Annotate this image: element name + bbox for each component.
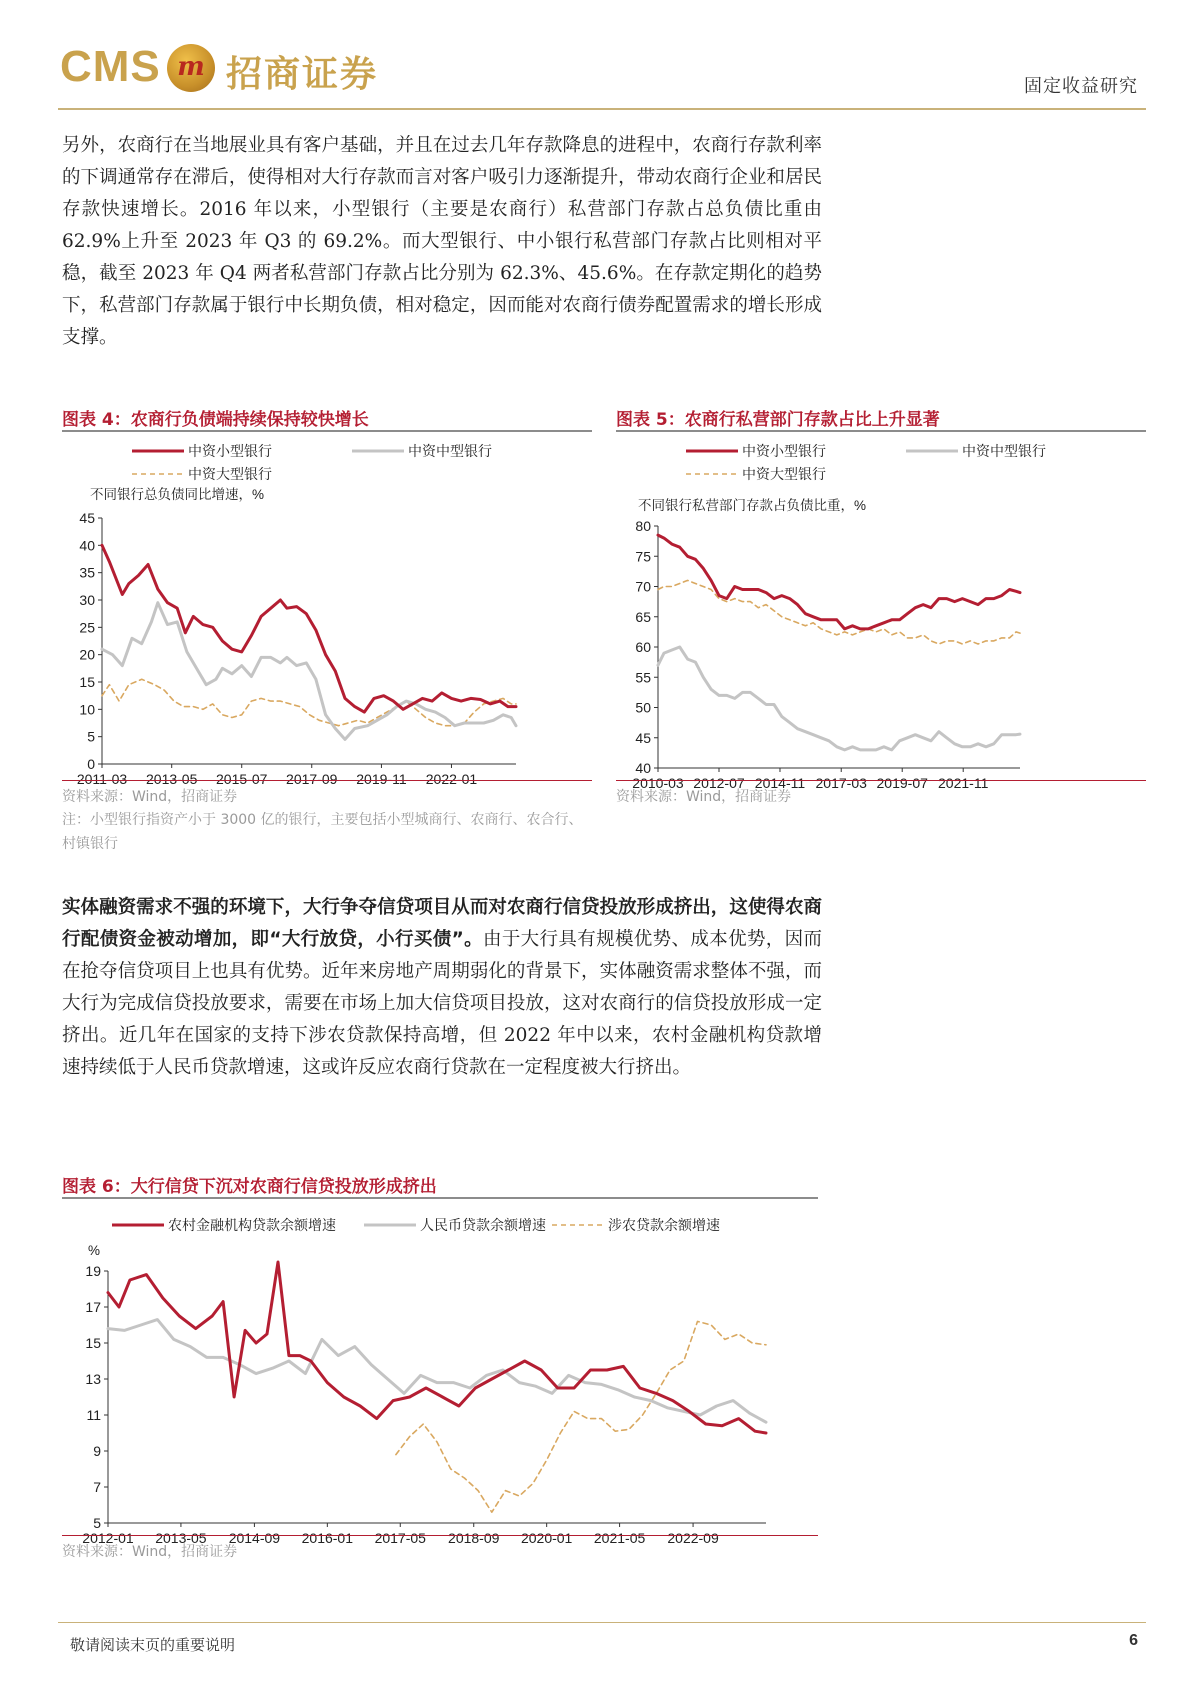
- y-tick-label: 5: [87, 728, 95, 745]
- legend-label-1: 中资小型银行: [742, 443, 826, 459]
- header-rule: [58, 108, 1146, 110]
- figure-4-source: 资料来源：Wind，招商证券: [62, 789, 238, 805]
- y-tick-label: 80: [635, 518, 651, 534]
- legend-label-2: 中资中型银行: [962, 443, 1046, 459]
- figure-5-title-rule: [616, 430, 1146, 432]
- y-tick-label: 45: [635, 729, 651, 746]
- x-tick-label: 2015-07: [216, 771, 268, 787]
- y-tick-label: 75: [635, 548, 651, 565]
- y-tick-label: 70: [635, 578, 651, 595]
- x-tick-label: 2017-05: [374, 1530, 426, 1546]
- y-tick-label: 35: [79, 564, 95, 581]
- x-tick-label: 2011-03: [76, 771, 128, 787]
- logo-cms-text: CMS: [60, 42, 161, 91]
- x-tick-label: 2021-11: [938, 775, 989, 791]
- page-number: 6: [1129, 1632, 1138, 1649]
- x-tick-label: 2018-09: [448, 1530, 500, 1546]
- x-tick-label: 2013-05: [155, 1530, 207, 1546]
- logo-emblem-letter: m: [177, 52, 205, 82]
- y-tick-label: 11: [86, 1407, 101, 1423]
- figure-6-title: 图表 6：大行信贷下沉对农商行信贷投放形成挤出: [62, 1177, 437, 1197]
- x-tick-label: 2014-09: [228, 1530, 281, 1546]
- y-tick-label: 20: [79, 646, 95, 663]
- y-tick-label: 65: [635, 608, 651, 625]
- legend-label-3: 中资大型银行: [188, 466, 272, 482]
- legend-label-1: 农村金融机构贷款余额增速: [168, 1217, 336, 1233]
- y-tick-label: 55: [635, 669, 651, 686]
- figure-5-bottom-rule: [616, 780, 1146, 781]
- y-tick-label: 25: [79, 619, 95, 636]
- y-tick-label: 19: [85, 1263, 101, 1279]
- figure-5-chart: [616, 436, 1146, 791]
- logo-emblem-icon: [167, 44, 215, 92]
- paragraph-2: [62, 892, 822, 1084]
- x-tick-label: 2012-07: [693, 775, 745, 791]
- x-tick-label: 2010-03: [632, 775, 684, 791]
- series-line-2: [108, 1320, 766, 1423]
- series-line-3: [102, 679, 516, 725]
- x-tick-label: 2017-09: [286, 771, 338, 787]
- footer-rule: [58, 1622, 1146, 1623]
- x-tick-label: 2022-09: [667, 1530, 719, 1546]
- legend-label-2: 中资中型银行: [408, 443, 492, 459]
- x-tick-label: 2012-01: [82, 1530, 134, 1546]
- x-tick-label: 2020-01: [520, 1530, 573, 1546]
- y-tick-label: 45: [79, 510, 95, 526]
- y-tick-label: 40: [79, 537, 95, 554]
- y-tick-label: 10: [79, 701, 95, 718]
- figure-4-chart: [62, 436, 592, 787]
- series-line-3: [396, 1321, 766, 1512]
- legend-label-1: 中资小型银行: [188, 443, 272, 459]
- paragraph-2-body: 由于大行具有规模优势、成本优势，因而在抢夺信贷项目上也具有优势。近年来房地产周期弱化的背景下，实体融资需求整体不强，而大行为完成信贷投放要求，需要在市场上加大信贷项目投放，这对农商行的信贷投放形成一定挤出。近几年在国家的支持下涉农贷款保持高增，但 2022 年中以来，农村金融机构贷款增速持续低于人民币贷款增速，这或许反应农商行贷款在一定程度被大行挤出。: [62, 929, 822, 1078]
- x-tick-label: 2019-11: [356, 771, 407, 787]
- y-tick-label: 50: [635, 699, 651, 716]
- y-tick-label: 7: [93, 1479, 101, 1495]
- header-section-label: 固定收益研究: [1024, 76, 1138, 97]
- series-line-2: [658, 647, 1020, 750]
- legend-label-3: 涉农贷款余额增速: [608, 1217, 720, 1233]
- figure-4-bottom-rule: [62, 780, 592, 781]
- legend-label-2: 人民币贷款余额增速: [420, 1217, 546, 1233]
- y-tick-label: 40: [635, 760, 651, 776]
- series-line-1: [658, 535, 1020, 629]
- y-tick-label: 0: [87, 756, 95, 772]
- figure-4-note: 注：小型银行指资产小于 3000 亿的银行，主要包括小型城商行、农商行、农合行、村镇银行: [62, 812, 583, 852]
- y-axis-title: 不同银行总负债同比增速，%: [90, 487, 265, 502]
- paragraph-1: 另外，农商行在当地展业具有客户基础，并且在过去几年存款降息的进程中，农商行存款利率的下调通常存在滞后，使得相对大行存款而言对客户吸引力逐渐提升，带动农商行企业和居民存款快速增长。2016 年以来，小型银行（主要是农商行）私营部门存款占总负债比重由 62.9%上升至 2023 年 Q3 的 69.2%。而大型银行、中小银行私营部门存款占比则相对平稳，截至 2023 年 Q4 两者私营部门存款占比分别为 62.3%、45.6%。在存款定期化的趋势下，私营部门存款属于银行中长期负债，相对稳定，因而能对农商行债券配置需求的增长形成支撑。: [62, 135, 822, 348]
- figure-6-source: 资料来源：Wind，招商证券: [62, 1544, 238, 1560]
- figure-4-title: 图表 4：农商行负债端持续保持较快增长: [62, 410, 369, 430]
- y-axis-title: %: [88, 1243, 101, 1258]
- x-tick-label: 2016-01: [301, 1530, 354, 1546]
- y-tick-label: 13: [85, 1371, 101, 1387]
- figure-5-title: 图表 5：农商行私营部门存款占比上升显著: [616, 410, 940, 430]
- figure-6-title-rule: [62, 1197, 818, 1199]
- x-tick-label: 2014-11: [754, 775, 806, 791]
- y-tick-label: 5: [93, 1515, 101, 1531]
- y-tick-label: 60: [635, 639, 651, 655]
- y-tick-label: 15: [85, 1335, 101, 1351]
- x-tick-label: 2013-05: [146, 771, 198, 787]
- series-line-2: [102, 603, 516, 740]
- series-line-3: [658, 580, 1020, 644]
- y-tick-label: 30: [79, 592, 95, 608]
- y-axis-title: 不同银行私营部门存款占负债比重，%: [638, 498, 867, 513]
- figure-6-bottom-rule: [62, 1535, 818, 1536]
- x-tick-label: 2022-01: [425, 771, 478, 787]
- y-tick-label: 15: [79, 674, 95, 690]
- y-tick-label: 17: [85, 1299, 101, 1315]
- series-line-1: [102, 545, 516, 712]
- footer-disclaimer: 敬请阅读末页的重要说明: [70, 1636, 236, 1654]
- legend-label-3: 中资大型银行: [742, 466, 826, 482]
- paragraph-2-bold-lead: 实体融资需求不强的环境下，大行争夺信贷项目从而对农商行信贷投放形成挤出，这使得农商行配债资金被动增加，即“大行放贷，小行买债”。: [62, 897, 822, 950]
- figure-5-source: 资料来源：Wind，招商证券: [616, 789, 792, 805]
- x-tick-label: 2019-07: [876, 775, 928, 791]
- y-tick-label: 9: [93, 1443, 101, 1459]
- x-tick-label: 2021-05: [593, 1530, 646, 1546]
- x-tick-label: 2017-03: [815, 775, 867, 791]
- logo-company-name: 招商证券: [226, 53, 379, 95]
- figure-6-chart: [62, 1203, 818, 1546]
- figure-4-title-rule: [62, 430, 592, 432]
